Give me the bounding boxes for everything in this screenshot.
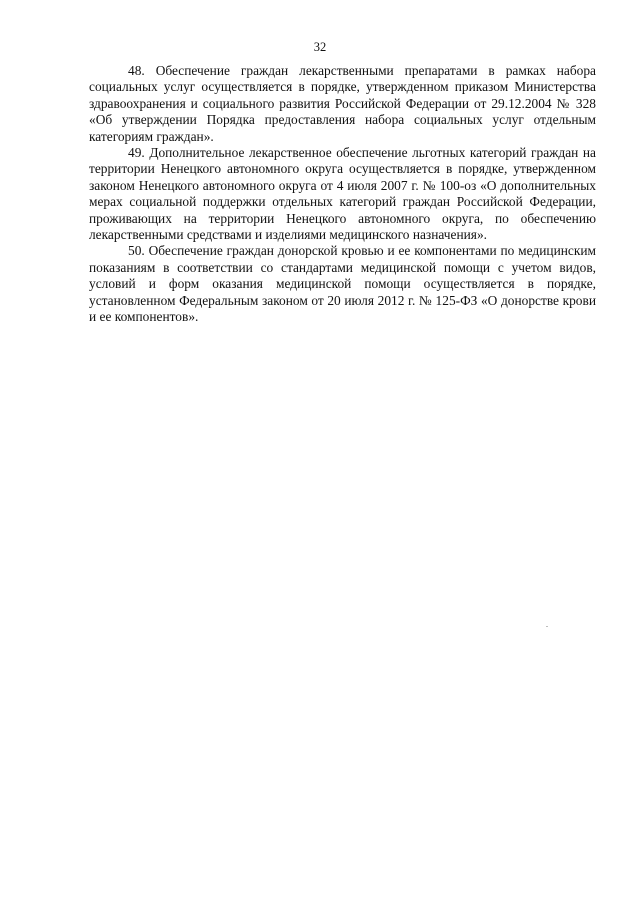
paragraph-50: 50. Обеспечение граждан донорской кровью и ее компонентами по медицинским показаниям в соответствии со стандартами медицинской помощи с учетом видов, условий и форм оказания медицинской помощи осуществляется в порядке, установленном Федеральным законом от 20 июля 2012 г. № 125-ФЗ «О донорстве крови и ее компонентов». — [89, 243, 596, 325]
paragraph-48: 48. Обеспечение граждан лекарственными препаратами в рамках набора социальных услуг осуществляется в порядке, утвержденном приказом Министерства здравоохранения и социального развития Российской Федерации от 29.12.2004 № 328 «Об утверждении Порядка предоставления набора социальных услуг отдельным категориям граждан». — [89, 63, 596, 144]
document-body — [89, 63, 596, 326]
page-number: 32 — [313, 40, 327, 54]
scan-speck — [546, 626, 548, 627]
paragraph-49: 49. Дополнительное лекарственное обеспечение льготных категорий граждан на территории Ненецкого автономного округа осуществляется в порядке, утвержденном законом Ненецкого автономного округа от 4 июля 2007 г. № 100-оз «О дополнительных мерах социальной поддержки отдельных категорий граждан Российской Федерации, проживающих на территории Ненецкого автономного округа, по обеспечению лекарственными средствами и изделиями медицинского назначения». — [89, 145, 596, 243]
